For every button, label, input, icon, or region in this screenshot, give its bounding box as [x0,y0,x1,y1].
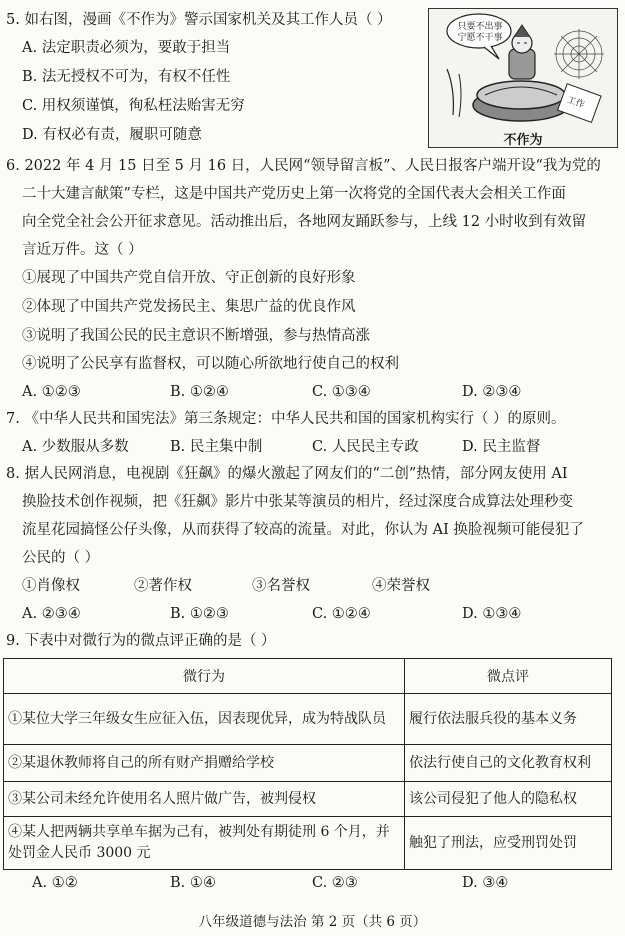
q7-option-d: D. 民主监督 [462,439,541,455]
q6-line-3: 向全党全社会公开征求意见。活动推出后，各地网友踊跃参与，上线 12 小时收到有效留 [22,214,587,230]
q9-option-c: C. ②③ [312,875,358,891]
q8-statement-4: ④荣誉权 [372,578,430,594]
q9-option-a: A. ①② [32,875,78,891]
q6-statement-1: ①展现了中国共产党自信开放、守正创新的良好形象 [22,270,356,286]
q8-option-a: A. ②③④ [22,606,81,622]
q8-option-d: D. ①③④ [462,606,522,622]
table-header-row [4,659,612,694]
q8-option-c: C. ①②④ [312,606,371,622]
q9-table [3,658,612,870]
q7-option-a: A. 少数服从多数 [22,439,129,455]
q6-statement-3: ③说明了我国公民的民主意识不断增强，参与热情高涨 [22,328,370,344]
q6-statement-2: ②体现了中国共产党发扬民主、集思广益的优良作风 [22,299,356,315]
q8-line-2: 换脸技术创作视频，把《狂飙》影片中张某等演员的相片，经过深度合成算法处理秒变 [22,494,573,510]
q5-option-c: C. 用权须谨慎，徇私枉法贻害无穷 [22,98,245,114]
q8-statement-1: ①肖像权 [22,578,80,594]
q6-option-d: D. ②③④ [462,384,522,400]
q9-option-b: B. ①④ [170,875,216,891]
q8-statement-3: ③名誉权 [252,578,310,594]
table-cell-comment: 该公司侵犯了他人的隐私权 [405,782,612,817]
q5-stem: 5. 如右图，漫画《不作为》警示国家机关及其工作人员（ ） [6,12,392,28]
q8-line-1: 8. 据人民网消息，电视剧《狂飙》的爆火激起了网友们的“二创”热情，部分网友使用 AI [6,466,568,482]
table-cell-comment: 依法行使自己的文化教育权利 [405,745,612,782]
q7-option-b: B. 民主集中制 [170,439,263,455]
q8-statement-2: ②著作权 [134,578,192,594]
q6-line-2: 二十大建言献策”专栏，这是中国共产党历史上第一次将党的全国代表大会相关工作面 [22,186,566,202]
q5-option-b: B. 法无授权不可为，有权不任性 [22,69,231,85]
table-cell-action: ③某公司未经允许使用名人照片做广告，被判侵权 [4,782,405,817]
table-cell-action: ②某退休教师将自己的所有财产捐赠给学校 [4,745,405,782]
q6-option-c: C. ①③④ [312,384,371,400]
q9-option-d: D. ③④ [462,875,509,891]
cartoon-illustration [428,8,618,148]
q8-line-3: 流星花园搞怪公仔头像，从而获得了较高的流量。对此，你认为 AI 换脸视频可能侵犯了 [22,522,584,538]
q6-statement-4: ④说明了公民享有监督权，可以随心所欲地行使自己的权利 [22,356,399,372]
q7-option-c: C. 人民民主专政 [312,439,419,455]
q9-stem: 9. 下表中对微行为的微点评正确的是（ ） [6,633,276,649]
cartoon-bubble-text: 只要不出事 宁愿不干事 [457,22,503,43]
q6-option-b: B. ①②④ [170,384,229,400]
q8-line-4: 公民的（ ） [22,550,100,566]
q5-option-d: D. 有权必有责，履职可随意 [22,127,202,143]
q8-option-b: B. ①②③ [170,606,229,622]
table-row [4,782,612,817]
table-cell-comment: 触犯了刑法，应受刑罚处罚 [405,817,612,870]
table-cell-comment: 履行依法服兵役的基本义务 [405,694,612,745]
page-footer: 八年级道德与法治 第 2 页（共 6 页） [198,914,427,930]
q7-stem: 7. 《中华人民共和国宪法》第三条规定：中华人民共和国的国家机构实行（ ）的原则。 [6,411,566,427]
table-row [4,817,612,870]
cartoon-title: 不作为 [503,133,543,148]
q6-option-a: A. ①②③ [22,384,81,400]
table-cell-action: ①某位大学三年级女生应征入伍，因表现优异，成为特战队员 [4,694,405,745]
table-row [4,745,612,782]
q5-option-a: A. 法定职责必须为，要敢于担当 [22,40,231,56]
table-cell-action: ④某人把两辆共享单车据为己有，被判处有期徒刑 6 个月，并处罚金人民币 3000 元 [4,817,405,870]
q6-line-4: 言近万件。这（ ） [22,242,143,258]
table-header-comment: 微点评 [405,659,612,694]
table-row [4,694,612,745]
table-header-action: 微行为 [4,659,405,694]
q6-line-1: 6. 2022 年 4 月 15 日至 5 月 16 日，人民网“领导留言板”、人民日报客户端开设“我为党的 [6,158,601,174]
cartoon-paper-text: 工作 [565,95,586,111]
